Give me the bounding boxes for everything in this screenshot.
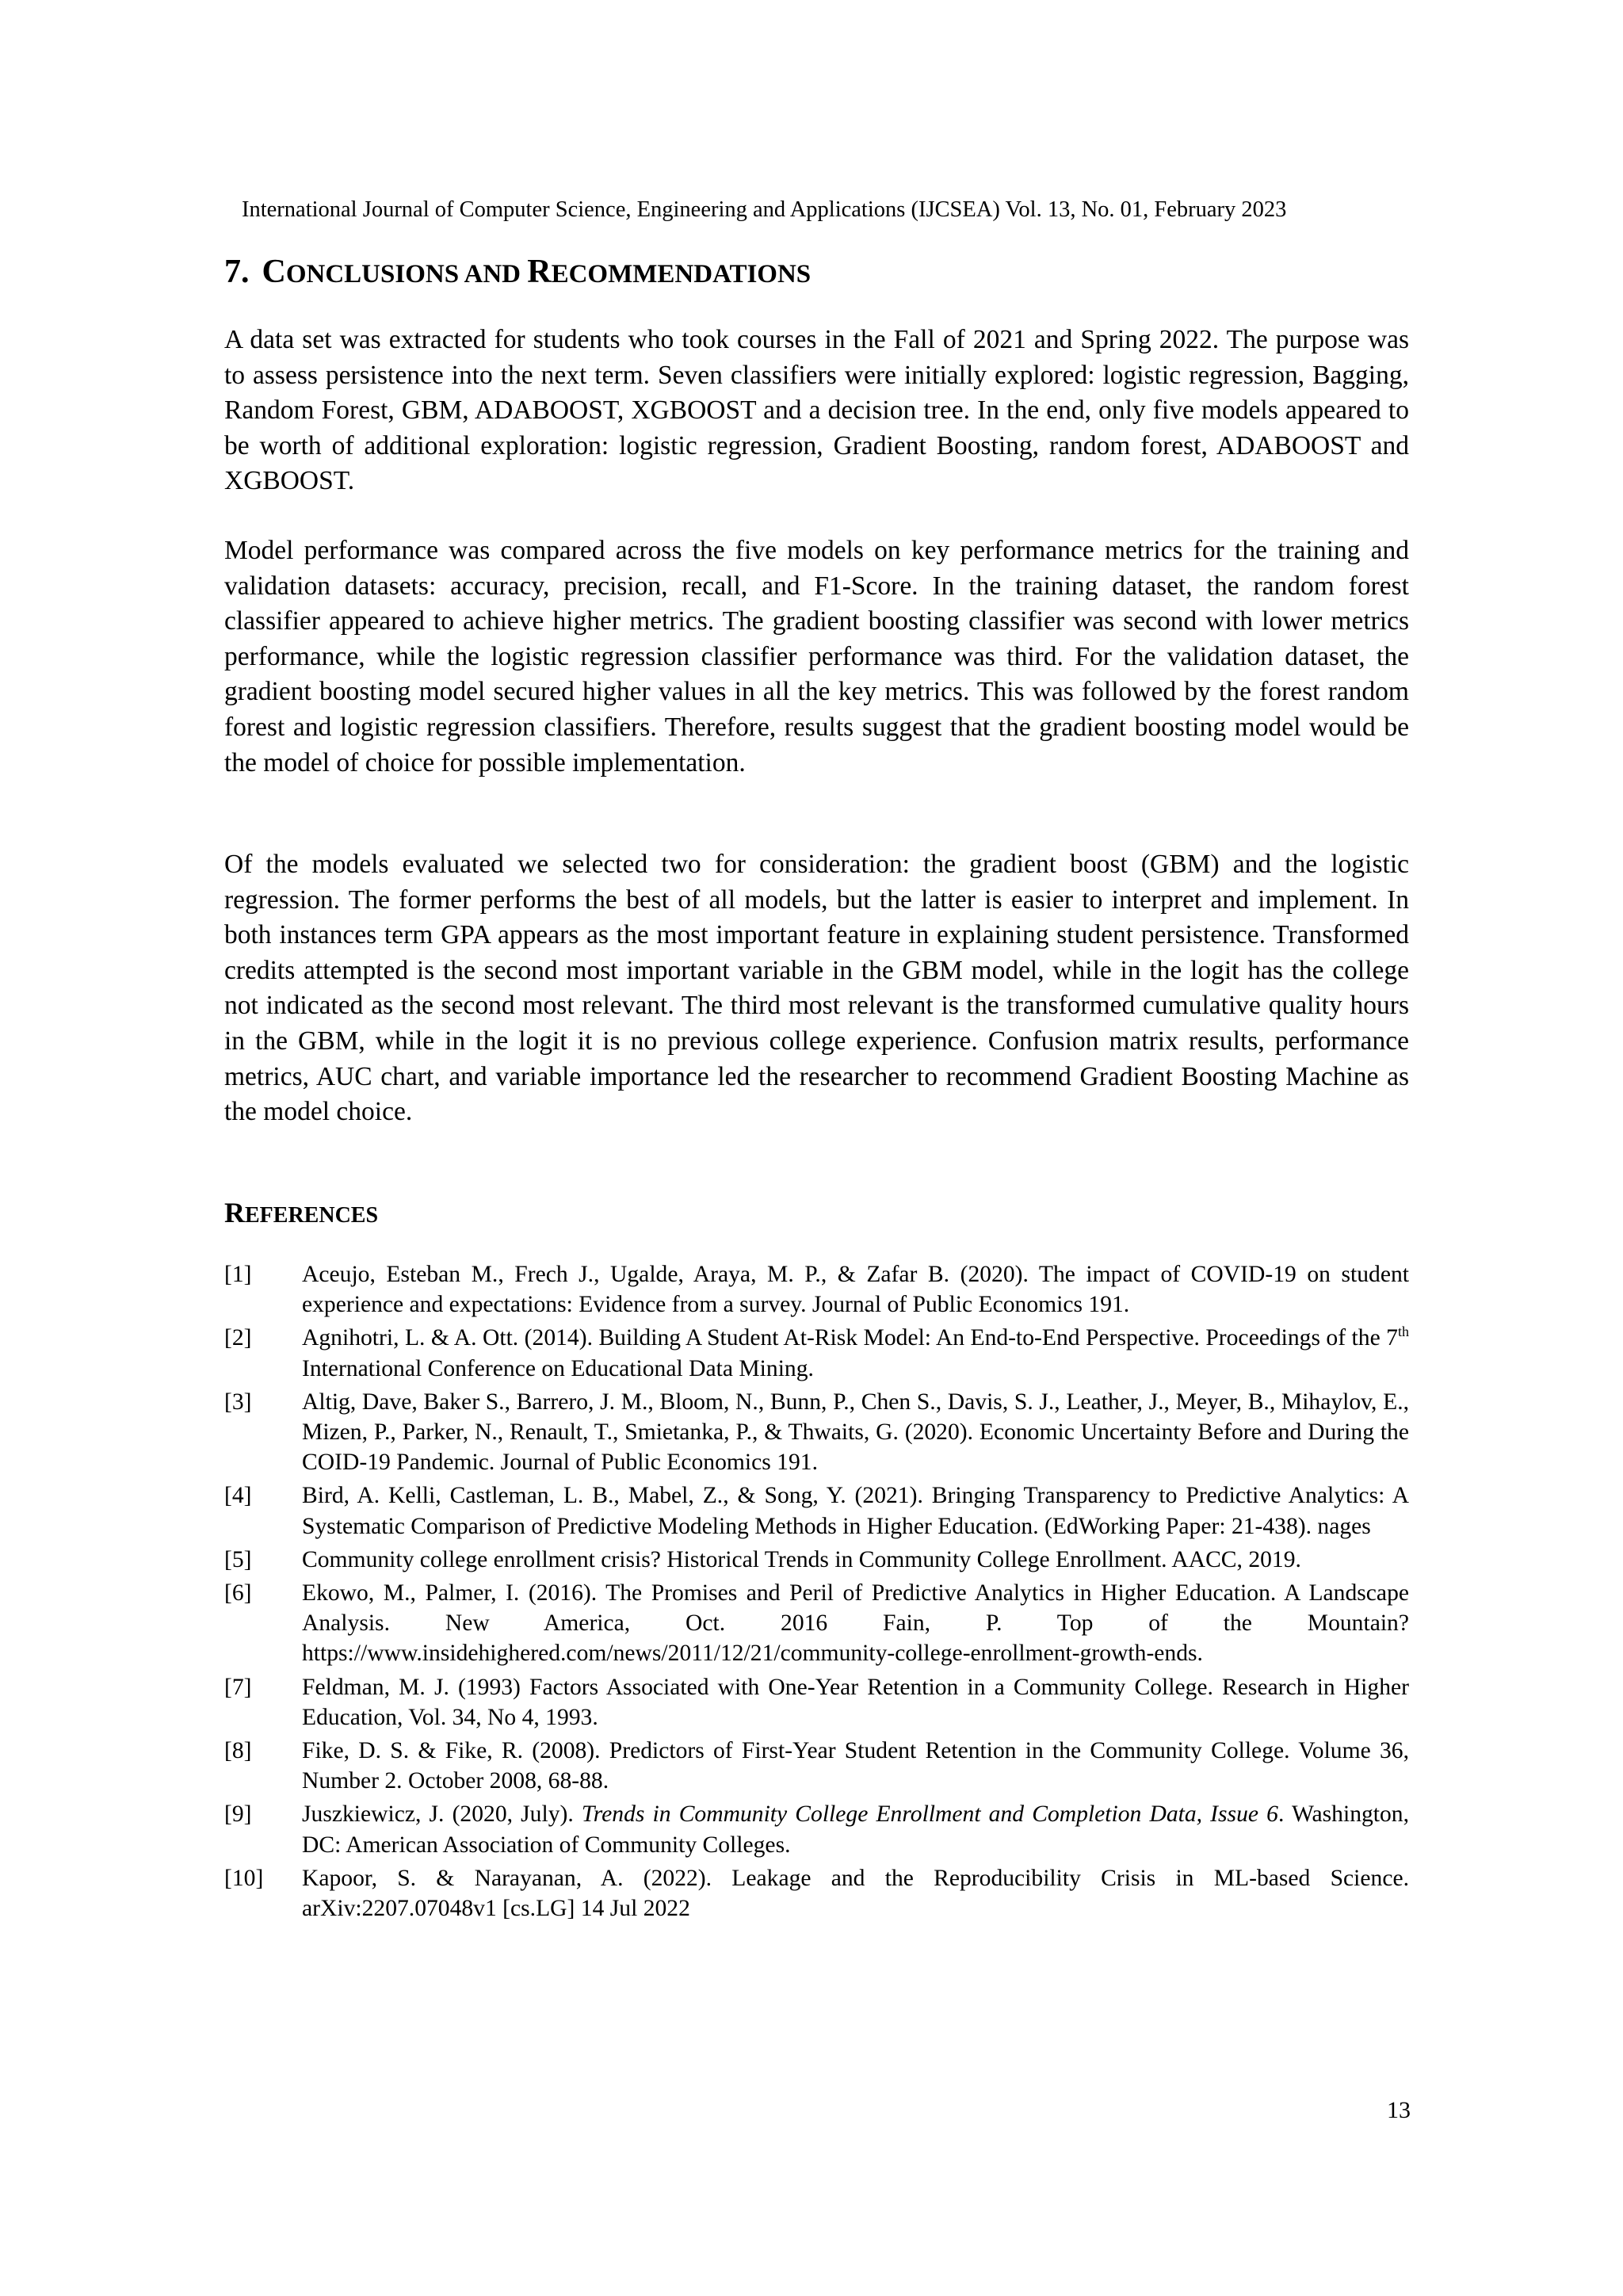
section-title-part-1: ONCLUSIONS AND [285, 260, 528, 288]
reference-item [224, 1259, 1409, 1320]
reference-text: Kapoor, S. & Narayanan, A. (2022). Leakage and the Reproducibility Crisis in ML-based Science. arXiv:2207.07048v1 [cs.LG] 14 Jul 2022 [302, 1865, 1409, 1922]
reference-item [224, 1799, 1409, 1859]
reference-text: Community college enrollment crisis? Historical Trends in Community College Enrollment. AACC, 2019. [302, 1546, 1301, 1572]
running-head: International Journal of Computer Science, Engineering and Applications (IJCSEA) Vol. 13, No. 01, February 2023 [242, 197, 1287, 222]
reference-number: [7] [224, 1674, 252, 1700]
paragraph-dataset: A data set was extracted for students who took courses in the Fall of 2021 and Spring 2022. The purpose was to assess persistence into the next term. Seven classifiers were initially explored: logistic regression, Bagging, Random Forest, GBM, ADABOOST, XGBOOST and a decision tree. In the end, only five models appeared to be worth of additional exploration: logistic regression, Gradient Boosting, random forest, ADABOOST and XGBOOST. [224, 325, 1409, 496]
reference-number: [3] [224, 1389, 252, 1415]
ordinal-superscript: th [1397, 1324, 1409, 1340]
reference-item [224, 1578, 1409, 1669]
section-title-initial-r: R [527, 254, 552, 290]
reference-number: [5] [224, 1546, 252, 1572]
reference-number: [4] [224, 1483, 252, 1509]
reference-text: Aceujo, Esteban M., Frech J., Ugalde, Araya, M. P., & Zafar B. (2020). The impact of COVID-19 on student experience and expectations: Evidence from a survey. Journal of Public Economics 191. [302, 1262, 1409, 1318]
reference-number: [6] [224, 1580, 252, 1606]
paragraph-model-performance: Model performance was compared across the five models on key performance metrics for the training and validation datasets: accuracy, precision, recall, and F1-Score. In the training dataset, the random forest classifier appeared to achieve higher metrics. The gradient boosting classifier was second with lower metrics performance, while the logistic regression classifier performance was third. For the validation dataset, the gradient boosting model secured higher values in all the key metrics. This was followed by the forest random forest and logistic regression classifiers. Therefore, results suggest that the gradient boosting model would be the model of choice for possible implementation. [224, 536, 1409, 777]
reference-text-before: Agnihotri, L. & A. Ott. (2014). Building A Student At-Risk Model: An End-to-End Perspective. Proceedings of the 7 [302, 1325, 1398, 1351]
reference-number: [1] [224, 1262, 252, 1287]
reference-item [224, 1736, 1409, 1796]
reference-text [302, 1801, 1409, 1857]
reference-text-after: International Conference on Educational Data Mining. [302, 1355, 814, 1381]
section-number: 7. [224, 254, 250, 290]
reference-text-before: Juszkiewicz, J. (2020, July). [302, 1801, 582, 1828]
reference-list [224, 1259, 1409, 1927]
reference-item [224, 1672, 1409, 1733]
reference-number: [2] [224, 1325, 252, 1351]
reference-item [224, 1545, 1409, 1575]
reference-text: Fike, D. S. & Fike, R. (2008). Predictors of First-Year Student Retention in the Community College. Volume 36, Number 2. October 2008, 68-88. [302, 1738, 1409, 1794]
paragraph-model-selection: Of the models evaluated we selected two for consideration: the gradient boost (GBM) and the logistic regression. The former performs the best of all models, but the latter is easier to interpret and implement. In both instances term GPA appears as the most important feature in explaining student persistence. Transformed credits attempted is the second most important variable in the GBM model, while in the logit has the college not indicated as the second most relevant. The third most relevant is the transformed cumulative quality hours in the GBM, while in the logit it is no previous college experience. Confusion matrix results, performance metrics, AUC chart, and variable importance led the researcher to recommend Gradient Boosting Machine as the model choice. [224, 850, 1409, 1127]
reference-text: Ekowo, M., Palmer, I. (2016). The Promises and Peril of Predictive Analytics in Higher Education. A Landscape Analysis. New America, Oct. 2016 Fain, P. Top of the Mountain? https://www.insidehighered.com/news/2011/12/21/community-college-enrollment-growth-ends. [302, 1580, 1409, 1667]
section-heading [224, 252, 1413, 294]
reference-text [302, 1325, 1409, 1381]
reference-number: [8] [224, 1738, 252, 1764]
section-title-part-2: ECOMMENDATIONS [551, 260, 812, 288]
references-heading-initial: R [224, 1197, 245, 1228]
reference-number: [10] [224, 1865, 264, 1891]
references-heading-rest: EFERENCES [245, 1203, 379, 1228]
reference-text: Bird, A. Kelli, Castleman, L. B., Mabel, Z., & Song, Y. (2021). Bringing Transparency to Predictive Analytics: A Systematic Comparison of Predictive Modeling Methods in Higher Education. (EdWorking Paper: 21-438). nages [302, 1483, 1409, 1539]
reference-text-after: . Washington, DC: American Association of Community Colleges. [302, 1801, 1409, 1858]
reference-text: Feldman, M. J. (1993) Factors Associated with One-Year Retention in a Community College. Research in Higher Education, Vol. 34, No 4, 1993. [302, 1674, 1409, 1730]
page-number: 13 [1387, 2097, 1411, 2123]
section-title-initial-c: C [262, 254, 286, 290]
reference-text: Altig, Dave, Baker S., Barrero, J. M., Bloom, N., Bunn, P., Chen S., Davis, S. J., Leather, J., Meyer, B., Mihaylov, E., Mizen, P., Parker, N., Renault, T., Smietanka, P., & Thwaits, G. (2020). Economic Uncertainty Before and During the COID-19 Pandemic. Journal of Public Economics 191. [302, 1389, 1409, 1476]
reference-item [224, 1387, 1409, 1478]
reference-italic-title: Trends in Community College Enrollment and Completion Data, Issue 6 [581, 1801, 1278, 1828]
reference-item [224, 1323, 1409, 1383]
references-heading [224, 1195, 378, 1233]
reference-number: [9] [224, 1801, 252, 1828]
reference-item [224, 1863, 1409, 1924]
reference-item [224, 1480, 1409, 1541]
